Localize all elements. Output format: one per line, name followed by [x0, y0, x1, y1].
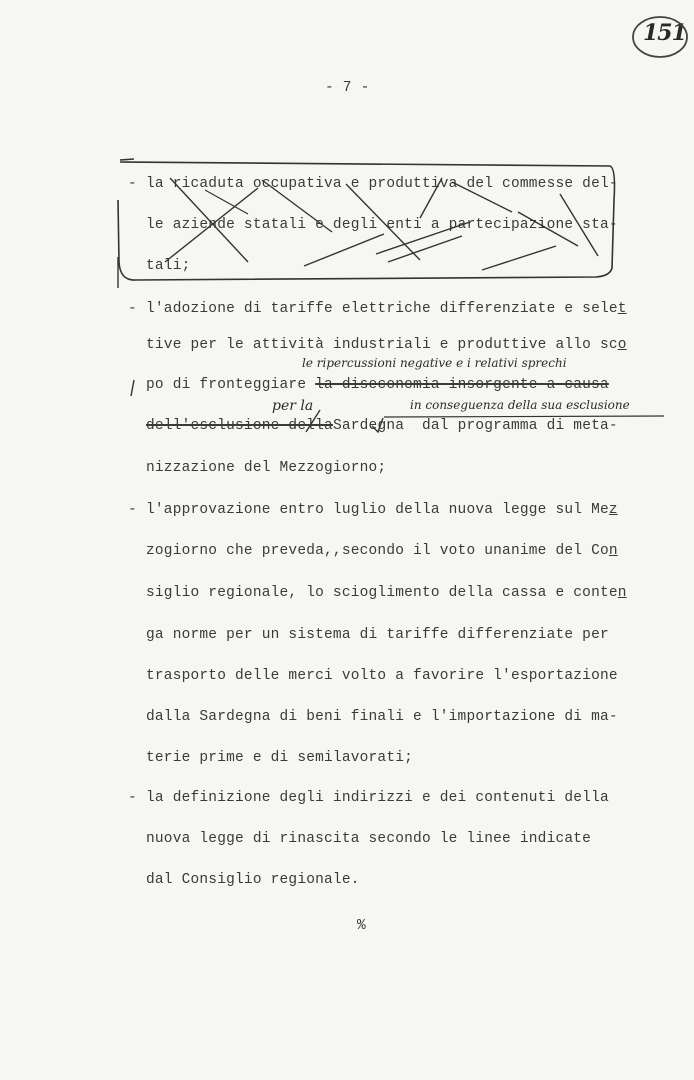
insert-caret: [372, 418, 383, 432]
item2-line1-main: l'adozione di tariffe elettriche differenziate e sele: [146, 301, 618, 317]
item2-line3-main: po di fronteggiare: [146, 377, 316, 393]
item2-line2-main: tive per le attività industriali e produttive allo sc: [146, 337, 618, 353]
cross-stroke: [518, 212, 578, 246]
handwritten-insert-1: le ripercussioni negative e i relativi sprechi: [302, 356, 567, 370]
cross-stroke: [388, 236, 462, 262]
item2-line1-u: t: [617, 301, 627, 317]
item2-line3-struck: la diseconomia insorgente a causa: [315, 377, 609, 393]
item2-line5: nizzazione del Mezzogiorno;: [146, 460, 387, 476]
cross-stroke: [346, 184, 420, 260]
cross-stroke: [262, 180, 332, 232]
margin-mark: [131, 380, 134, 396]
crossout-box: [118, 162, 615, 280]
item4-line3: dal Consiglio regionale.: [146, 872, 360, 888]
item3-line7: terie prime e di semilavorati;: [146, 750, 414, 766]
item2-line4-struck: dell'esclusione della: [146, 418, 333, 434]
item3-line1-main: l'approvazione entro luglio della nuova legge sul Me: [146, 502, 609, 518]
handwritten-insert-3: in conseguenza della sua esclusione: [410, 398, 630, 412]
bullet-2: -: [128, 301, 137, 317]
cross-stroke: [205, 190, 248, 214]
end-mark: %: [357, 918, 366, 934]
cross-stroke: [482, 246, 556, 270]
insert-slash: [306, 410, 320, 432]
item3-line4: ga norme per un sistema di tariffe differenziate per: [146, 627, 609, 643]
item3-line1-u: z: [608, 502, 618, 518]
item2-line4-b: dal programma di meta-: [421, 418, 618, 434]
item3-line2-main: zogiorno che preveda,,secondo il voto unanime del Co: [146, 543, 609, 559]
archive-circle: [633, 17, 687, 57]
item1-line2: le aziende statali e degli enti a partecipazione sta-: [146, 217, 618, 233]
bullet-1: -: [128, 176, 137, 192]
cross-stroke: [420, 178, 442, 218]
bullet-4: -: [128, 790, 137, 806]
handwritten-insert-2: per la: [272, 398, 314, 414]
box-tick-top: [120, 159, 134, 160]
page-number: - 7 -: [325, 80, 370, 96]
cross-stroke: [165, 188, 258, 262]
item3-line3-main: siglio regionale, lo scioglimento della cassa e conte: [146, 585, 618, 601]
item2-line4-a: Sardegna: [332, 418, 405, 434]
item4-line2: nuova legge di rinascita secondo le linee indicate: [146, 831, 592, 847]
cross-stroke: [452, 182, 512, 212]
archive-number: 151: [643, 20, 686, 46]
item3-line3-u: n: [617, 585, 627, 601]
item2-line2-u: o: [617, 337, 627, 353]
item3-line6: dalla Sardegna di beni finali e l'importazione di ma-: [146, 709, 618, 725]
item1-line3: tali;: [146, 258, 191, 274]
item3-line5: trasporto delle merci volto a favorire l'esportazione: [146, 668, 618, 684]
cross-stroke: [560, 194, 598, 256]
bullet-3: -: [128, 502, 137, 518]
insert-underline: [384, 416, 664, 417]
cross-stroke: [304, 234, 384, 266]
item3-line2-u: n: [608, 543, 618, 559]
item4-line1: la definizione degli indirizzi e dei contenuti della: [146, 790, 609, 806]
item1-line1: la ricaduta occupativa e produttiva del commesse del-: [146, 176, 618, 192]
